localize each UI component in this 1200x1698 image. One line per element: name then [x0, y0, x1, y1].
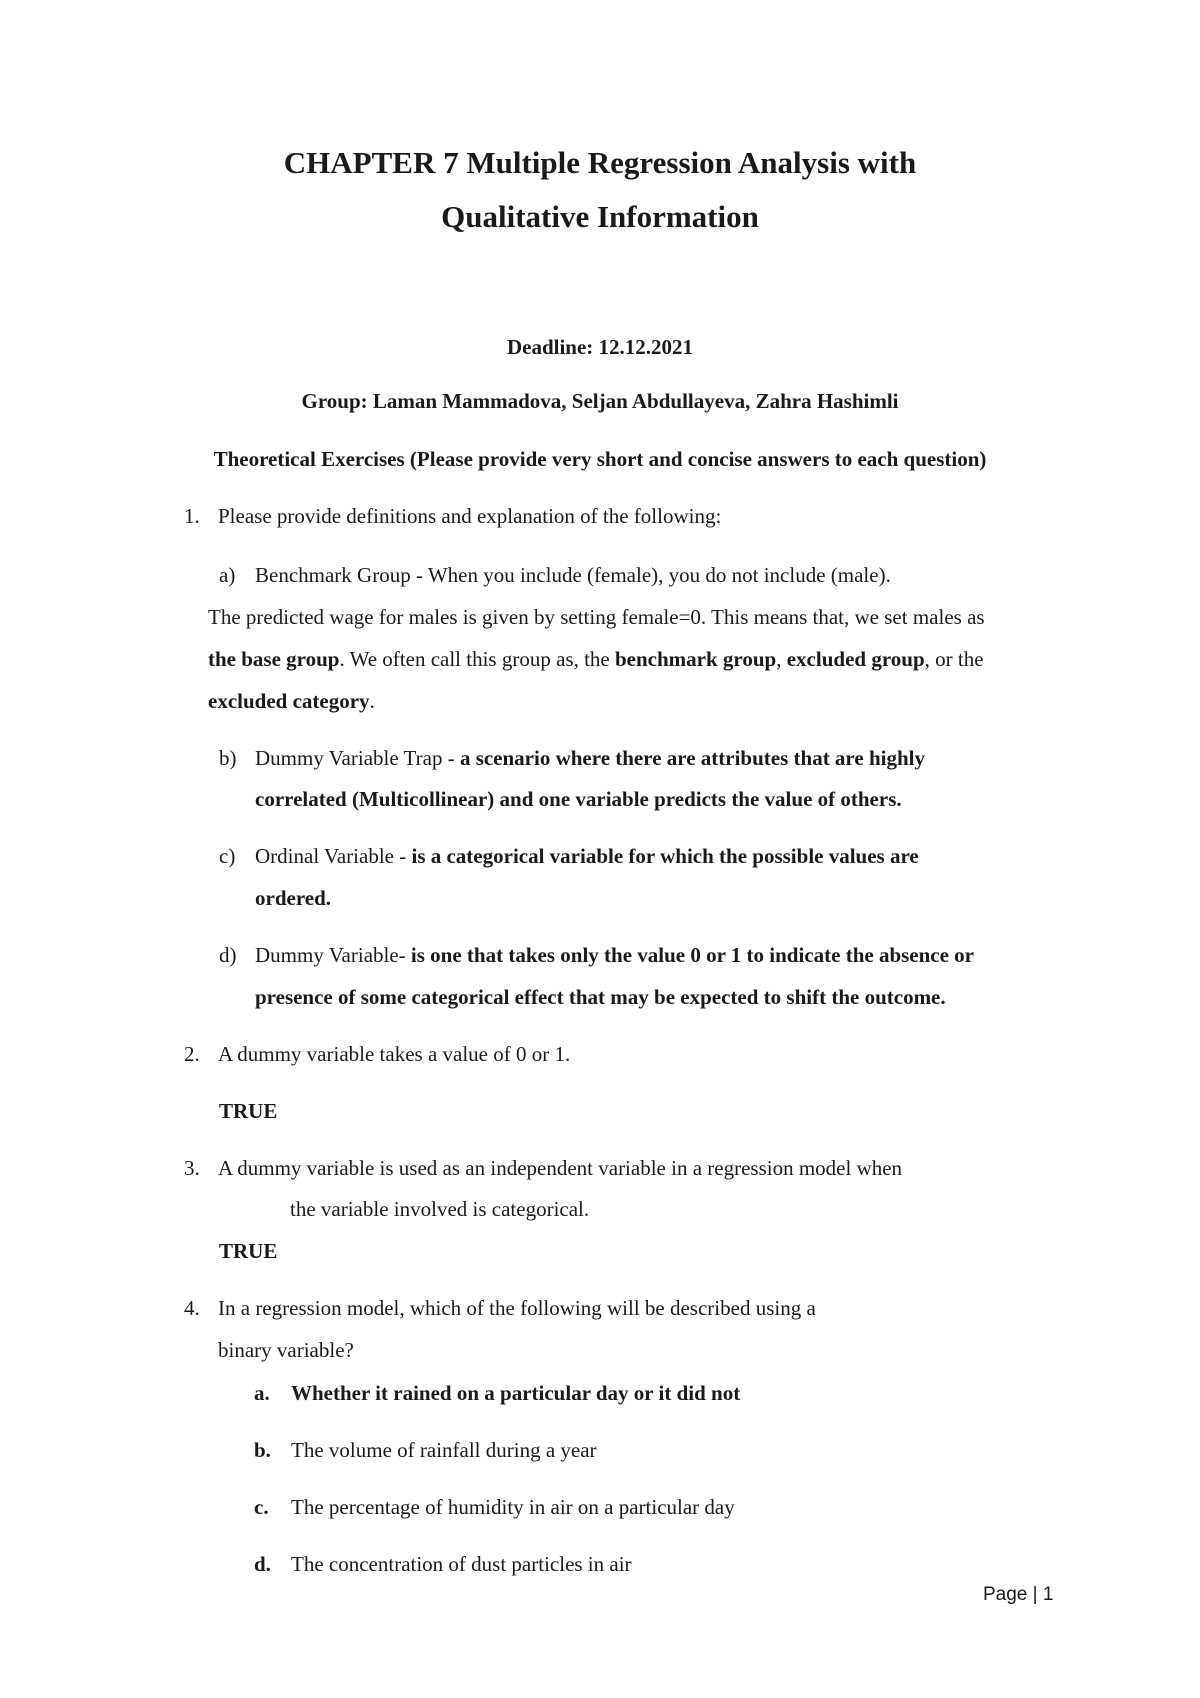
q3-line-2: the variable involved is categorical. — [290, 1197, 590, 1221]
q1b-line-1: Dummy Variable Trap - a scenario where there are attributes that are highly — [255, 746, 925, 770]
page-number-footer: Page | 1 — [983, 1584, 1054, 1605]
q1b-label: Dummy Variable Trap - — [255, 746, 460, 770]
q1d-letter: d) — [219, 943, 237, 967]
q1a-paragraph-line-1: The predicted wage for males is given by setting female=0. This means that, we set males as — [208, 605, 985, 629]
term-base-group: the base group — [208, 647, 340, 671]
q3-number: 3. — [184, 1156, 200, 1180]
q2-number: 2. — [184, 1042, 200, 1066]
title-line-2: Qualitative Information — [441, 199, 759, 234]
term-excluded-group: excluded group — [786, 647, 925, 671]
q1-text: Please provide definitions and explanation of the following: — [218, 504, 722, 528]
q4-option-d-letter: d. — [254, 1552, 271, 1576]
q1a-paragraph-line-3: excluded category. — [208, 689, 375, 713]
q1-number: 1. — [184, 504, 200, 528]
q1a-paragraph-line-2: the base group. We often call this group as, the benchmark group, excluded group, or the — [208, 647, 984, 671]
q3-answer: TRUE — [219, 1239, 278, 1263]
q1a-letter: a) — [219, 563, 236, 587]
q4-option-c-text: The percentage of humidity in air on a particular day — [291, 1495, 735, 1519]
q4-option-b-text: The volume of rainfall during a year — [291, 1438, 597, 1462]
q1c-line-2: ordered. — [255, 886, 332, 910]
q1b-letter: b) — [219, 746, 237, 770]
q1c-line-1: Ordinal Variable - is a categorical variable for which the possible values are — [255, 844, 919, 868]
q4-option-b-letter: b. — [254, 1438, 271, 1462]
q4-number: 4. — [184, 1296, 200, 1320]
q1b-line-2: correlated (Multicollinear) and one variable predicts the value of others. — [255, 787, 902, 811]
q1a-text: Benchmark Group - When you include (female), you do not include (male). — [255, 563, 891, 587]
q1c-letter: c) — [219, 844, 236, 868]
term-benchmark-group: benchmark group — [615, 647, 777, 671]
q1d-line-1: Dummy Variable- is one that takes only the value 0 or 1 to indicate the absence or — [255, 943, 975, 967]
term-excluded-category: excluded category — [208, 689, 370, 713]
q4-line-2: binary variable? — [218, 1338, 354, 1362]
q1d-label: Dummy Variable- — [255, 943, 411, 967]
q1d-line-2: presence of some categorical effect that may be expected to shift the outcome. — [255, 985, 946, 1009]
q4-option-c-letter: c. — [254, 1495, 269, 1519]
q2-answer: TRUE — [219, 1099, 278, 1123]
group-members: Group: Laman Mammadova, Seljan Abdullayeva, Zahra Hashimli — [301, 389, 899, 413]
q4-line-1: In a regression model, which of the following will be described using a — [218, 1296, 816, 1320]
section-heading: Theoretical Exercises (Please provide very short and concise answers to each question) — [213, 447, 987, 471]
title-line-1: CHAPTER 7 Multiple Regression Analysis with — [283, 145, 917, 180]
q4-option-a-text: Whether it rained on a particular day or it did not — [291, 1381, 741, 1405]
q4-option-d-text: The concentration of dust particles in air — [291, 1552, 632, 1576]
deadline: Deadline: 12.12.2021 — [506, 335, 694, 359]
q4-option-a-letter: a. — [254, 1381, 270, 1405]
q2-text: A dummy variable takes a value of 0 or 1. — [218, 1042, 571, 1066]
q3-line-1: A dummy variable is used as an independent variable in a regression model when — [218, 1156, 903, 1180]
q1c-label: Ordinal Variable - — [255, 844, 412, 868]
